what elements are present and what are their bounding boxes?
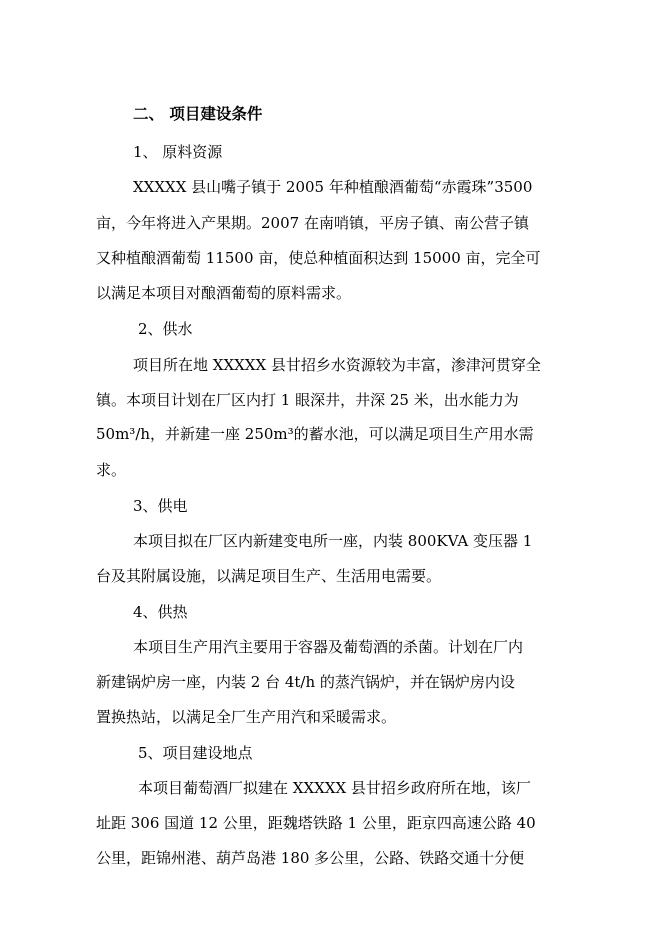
- subsection-title-water-supply: 2、供水: [138, 320, 193, 338]
- section-heading: 二、 项目建设条件: [133, 104, 263, 123]
- subsection-title-heat-supply: 4、供热: [133, 603, 188, 621]
- subsection-title-site-location: 5、项目建设地点: [138, 744, 253, 762]
- paragraph-line: 址距 306 国道 12 公里，距魏塔铁路 1 公里，距京四高速公路 40: [96, 814, 536, 832]
- paragraph-line: 以满足本项目对酿酒葡萄的原料需求。: [96, 284, 352, 302]
- subsection-title-power-supply: 3、供电: [133, 497, 188, 515]
- paragraph-line: 镇。本项目计划在厂区内打 1 眼深井，井深 25 米，出水能力为: [96, 391, 519, 409]
- paragraph-line: XXXXX 县山嘴子镇于 2005 年种植酿酒葡萄“赤霞珠”3500: [133, 178, 533, 196]
- paragraph-line: 台及其附属设施，以满足项目生产、生活用电需要。: [96, 567, 442, 585]
- paragraph-line: 又种植酿酒葡萄 11500 亩，使总种植面积达到 15000 亩，完全可: [96, 249, 541, 267]
- paragraph-line: 亩，今年将进入产果期。2007 在南哨镇，平房子镇、南公营子镇: [96, 214, 529, 232]
- paragraph-line: 项目所在地 XXXXX 县甘招乡水资源较为丰富，渗津河贯穿全: [133, 356, 541, 374]
- paragraph-line: 新建锅炉房一座，内装 2 台 4t/h 的蒸汽锅炉，并在锅炉房内设: [96, 673, 515, 691]
- paragraph-line: 公里，距锦州港、葫芦岛港 180 多公里，公路、铁路交通十分便: [96, 849, 525, 867]
- paragraph-line: 本项目葡萄酒厂拟建在 XXXXX 县甘招乡政府所在地，该厂: [138, 779, 531, 797]
- paragraph-line: 本项目生产用汽主要用于容器及葡萄酒的杀菌。计划在厂内: [133, 638, 524, 656]
- paragraph-line: 求。: [96, 461, 127, 479]
- paragraph-line: 50m³/h，并新建一座 250m³的蓄水池，可以满足项目生产用水需: [96, 425, 534, 443]
- subsection-title-raw-materials: 1、 原料资源: [133, 143, 223, 161]
- paragraph-line: 置换热站，以满足全厂生产用汽和采暖需求。: [96, 708, 397, 726]
- paragraph-line: 本项目拟在厂区内新建变电所一座，内装 800KVA 变压器 1: [133, 532, 533, 550]
